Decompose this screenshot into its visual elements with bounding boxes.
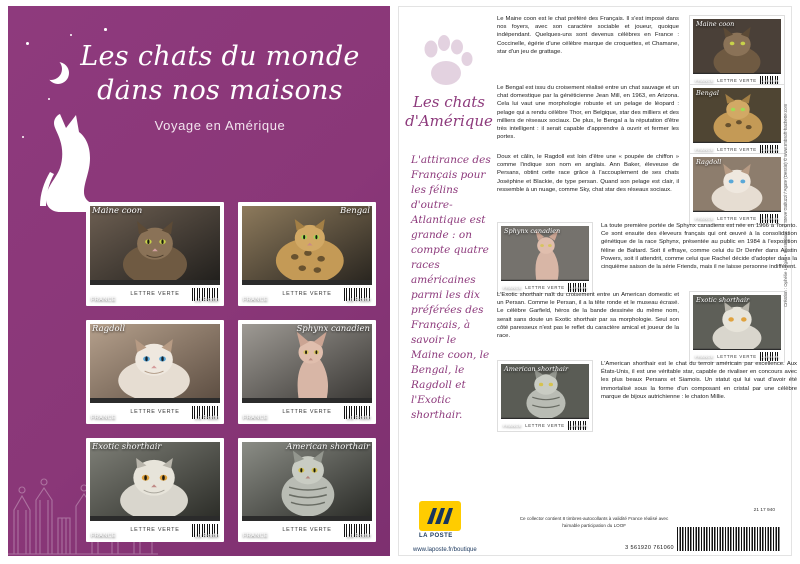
- stamp-row: [86, 438, 376, 542]
- stamp-grid: [86, 202, 376, 556]
- stamp-row: [86, 202, 376, 306]
- article-text: L'American shorthair est le chat du terroir américain par excellence. Aux États-Unis, il est une véritable star, capable de rivaliser en concours avec les plus beaux Persans et Siamois. Un statut qui lui vaut d'avoir été immortalisé sous la forme d'un composant en cristal par une célèbre marque de bijoux autrichienne : le chaton Millie.: [601, 361, 797, 400]
- section-heading: [403, 93, 495, 131]
- panel-footer: [399, 493, 791, 555]
- stamp-bengal[interactable]: [238, 202, 376, 306]
- stamp-label: Sphynx canadien: [504, 227, 561, 235]
- stamp-label: Exotic shorthair: [92, 442, 162, 452]
- right-panel-sidebar: [403, 17, 495, 423]
- title-line-1: Les chats du monde: [80, 41, 360, 72]
- stamp-label: Ragdoll: [696, 158, 722, 166]
- stamp-operator: La Poste: [568, 285, 587, 290]
- ean-digit-prefix: 3 561920 761060: [625, 545, 674, 551]
- article-maine-coon: [497, 15, 785, 83]
- stamp-operator: La Poste: [760, 78, 779, 83]
- star-icon: [70, 34, 72, 36]
- stamp-label: Bengal: [340, 206, 370, 216]
- stamp-operator: La Poste: [194, 533, 219, 539]
- cover-subtitle: Voyage en Amérique: [154, 118, 286, 133]
- la-poste-name: LA POSTE: [419, 533, 453, 539]
- stamp-country: FRANCE: [91, 415, 117, 421]
- stamp-class: LETTRE VERTE: [282, 408, 332, 415]
- stamp-label: American shorthair: [504, 365, 569, 373]
- stamp-label: Ragdoll: [92, 324, 126, 334]
- stamp-ragdoll[interactable]: [86, 320, 224, 424]
- mini-stamp-bengal[interactable]: [689, 84, 785, 156]
- mini-stamp-sphynx[interactable]: [497, 222, 593, 294]
- stamp-photo: [242, 206, 372, 285]
- star-icon: [48, 98, 50, 100]
- article-text: Le Maine coon est le chat préféré des Français. Il s'est imposé dans nos foyers, avec son caractère sociable et joueur, quoique indépendant. Quelques-uns sont devenus célèbres en France : Coccinelle, égérie d'une célèbre marque de croquettes, et Chamane, star d'un jeu de grattage.: [497, 16, 679, 55]
- stamp-country: FRANCE: [695, 354, 714, 359]
- stamp-country: FRANCE: [695, 78, 714, 83]
- stamp-country: FRANCE: [243, 297, 269, 303]
- star-icon: [104, 28, 107, 31]
- star-icon: [22, 136, 24, 138]
- stamp-label: American shorthair: [286, 442, 370, 452]
- la-poste-badge-icon: [419, 501, 461, 531]
- stamp-operator: La Poste: [346, 415, 371, 421]
- stamp-country: FRANCE: [695, 216, 714, 221]
- stamp-country: FRANCE: [503, 285, 522, 290]
- article-bengal: [497, 84, 785, 152]
- stamp-photo: [90, 206, 220, 285]
- article-text: Doux et câlin, le Ragdoll est loin d'être une « poupée de chiffon » comme l'indique son nom en anglais. Ann Baker, éleveuse de Persans, obtint cette race grâce à l'accouplement de ses chats Joséphine et Blackie, de type persan. Quand son pelage est clair, il ressemble à un nuage, comme Sky, chat star des réseaux sociaux.: [497, 154, 679, 193]
- mini-stamp-exotic-shorthair[interactable]: [689, 291, 785, 363]
- star-icon: [26, 42, 29, 45]
- stamp-row: [86, 320, 376, 424]
- stamp-class: LETTRE VERTE: [717, 77, 757, 83]
- stamp-class: LETTRE VERTE: [717, 146, 757, 152]
- section-heading-line-1: Les chats: [412, 93, 486, 111]
- stamp-photo: [242, 324, 372, 403]
- left-cover-panel: [8, 6, 390, 556]
- stamp-operator: La Poste: [346, 533, 371, 539]
- article-text: L'Exotic shorthair naît du croisement entre un American domestic et un Persan. Comme le Persan, il a la tête ronde et le museau écrasé. Le célèbre Garfield, héros de la bande dessinée du même nom, serait sans doute un Exotic shorthair par sa morphologie. Seul son côté paresseux n'est pas le reflet du caractère amical et joueur de la race.: [497, 292, 679, 340]
- stamp-class: LETTRE VERTE: [717, 353, 757, 359]
- stamp-sphynx-canadien[interactable]: [238, 320, 376, 424]
- stamp-class: LETTRE VERTE: [525, 284, 565, 290]
- stamp-label: Bengal: [696, 89, 719, 97]
- stamp-country: FRANCE: [243, 415, 269, 421]
- stamp-country: FRANCE: [503, 423, 522, 428]
- stamp-maine-coon[interactable]: [86, 202, 224, 306]
- title-line-2: dans nos maisons: [97, 75, 343, 106]
- stamp-country: FRANCE: [91, 297, 117, 303]
- boutique-url[interactable]: www.laposte.fr/boutique: [413, 547, 477, 553]
- section-heading-line-2: d'Amérique: [405, 112, 493, 130]
- stamp-label: Maine coon: [696, 20, 735, 28]
- article-sphynx: [497, 222, 797, 290]
- moon-icon: [40, 58, 62, 80]
- article-text: La toute première portée de Sphynx canadiens est née en 1966 à Toronto. Ce sont ensuite des éleveurs français qui ont œuvré à la consolidation génétique de la race Sphynx, présentée au public en 1984 à l'exposition féline de Baltard. Soit il effraye, comme celui du Dr Denfer dans Austin Powers, soit il attendrit, comme celui que Rachel décide d'adopter dans la cinquième saison de la série Friends, mais il ne laisse personne indifférent.: [601, 223, 797, 271]
- stamp-class: LETTRE VERTE: [130, 526, 180, 533]
- stamp-class: LETTRE VERTE: [130, 290, 180, 297]
- article-ragdoll: [497, 153, 785, 221]
- mini-stamp-maine-coon[interactable]: [689, 15, 785, 87]
- stamp-operator: La Poste: [194, 297, 219, 303]
- stamp-operator: La Poste: [568, 423, 587, 428]
- cover-title-block: [60, 40, 380, 133]
- stamp-operator: La Poste: [760, 216, 779, 221]
- stamp-operator: La Poste: [760, 147, 779, 152]
- stamp-country: FRANCE: [243, 533, 269, 539]
- stamp-label: Sphynx canadien: [296, 324, 370, 334]
- stamp-class: LETTRE VERTE: [282, 526, 332, 533]
- stamp-photo: [242, 442, 372, 521]
- stamp-label: Exotic shorthair: [696, 296, 750, 304]
- stamp-american-shorthair[interactable]: [238, 438, 376, 542]
- stamp-label: Maine coon: [92, 206, 143, 216]
- mini-stamp-ragdoll[interactable]: [689, 153, 785, 225]
- la-poste-logo: [419, 501, 475, 539]
- stamp-photo: [90, 442, 220, 521]
- credits-text: Création : Ophélie Liogier • Illustrations : © Steve Galluzzi / Agate (Dessin) © www.rmbsoft-hachette.com: [783, 103, 788, 307]
- footer-note: Ce collector contient 8 timbres-autocollants à validité France réalisé avec l'aimable participation du LOOF: [519, 516, 669, 528]
- stamp-operator: La Poste: [194, 415, 219, 421]
- ean-barcode: [625, 527, 781, 551]
- ean-bars-icon: [677, 527, 781, 551]
- stamp-operator: La Poste: [346, 297, 371, 303]
- stamp-country: FRANCE: [91, 533, 117, 539]
- mini-stamp-american-shorthair[interactable]: [497, 360, 593, 432]
- reference-code: 21 17 940: [753, 508, 775, 513]
- stamp-class: LETTRE VERTE: [525, 422, 565, 428]
- article-text: Le Bengal est issu du croisement réalisé entre un chat sauvage et un chat domestique par la généticienne Jean Mill, en 1963, en Arizona. Cela lui vaut une morphologie robuste et un pelage de léopard : pelage qui a rendu célèbre Thor, en Belgique, star des milliers et des milliers de réseaux sociaux. De plus, le Bengal a la réputation d'être très intelligent : il serait capable d'apprendre à ouvrir et fermer les portes.: [497, 85, 679, 141]
- stamp-photo: [90, 324, 220, 403]
- stamp-country: FRANCE: [695, 147, 714, 152]
- stamp-operator: La Poste: [760, 354, 779, 359]
- stamp-class: LETTRE VERTE: [717, 215, 757, 221]
- article-american-shorthair: [497, 360, 797, 428]
- right-info-panel: [398, 6, 797, 556]
- intro-paragraph: L'attirance des Français pour les félins d'outre-Atlantique est grande : on compte quatre races américaines parmi les dix préférées des Français, à savoir le Maine coon, le Bengal, le Ragdoll et l'Exotic shorthair.: [411, 154, 491, 421]
- stamp-exotic-shorthair[interactable]: [86, 438, 224, 542]
- article-exotic-shorthair: [497, 291, 785, 359]
- paw-print-icon: [417, 35, 475, 87]
- stamp-class: LETTRE VERTE: [130, 408, 180, 415]
- stamp-class: LETTRE VERTE: [282, 290, 332, 297]
